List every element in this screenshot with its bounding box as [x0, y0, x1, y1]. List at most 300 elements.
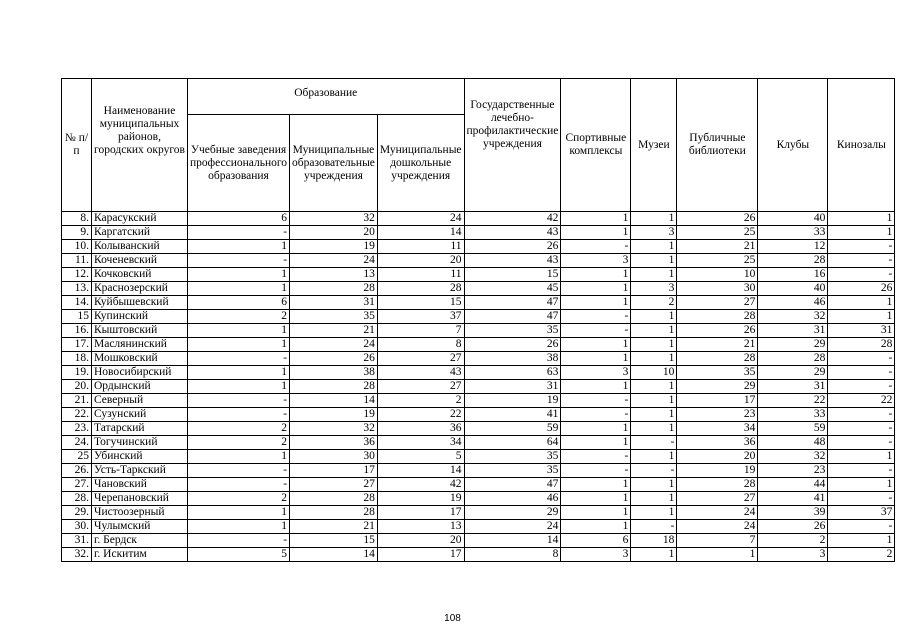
value-cell: 33 — [758, 408, 828, 422]
table-row — [62, 226, 895, 240]
header-edu-prof: Учебные заведения профессионального образования — [188, 115, 290, 212]
value-cell: 26 — [290, 352, 378, 366]
value-cell: 36 — [377, 422, 464, 436]
value-cell: - — [828, 422, 895, 436]
row-index-cell: 18. — [62, 352, 92, 366]
value-cell: 1 — [188, 450, 290, 464]
value-cell: 8 — [377, 338, 464, 352]
value-cell: - — [188, 464, 290, 478]
value-cell: 63 — [464, 366, 561, 380]
value-cell: 25 — [677, 254, 758, 268]
value-cell: 19 — [464, 394, 561, 408]
value-cell: 14 — [290, 548, 378, 562]
table-row — [62, 408, 895, 422]
value-cell: 11 — [377, 268, 464, 282]
district-name-cell: Чулымский — [92, 520, 188, 534]
value-cell: 1 — [561, 380, 631, 394]
value-cell: 3 — [561, 548, 631, 562]
value-cell: 1 — [561, 296, 631, 310]
value-cell: 1 — [631, 408, 677, 422]
district-name-cell: Чистоозерный — [92, 506, 188, 520]
table-row — [62, 324, 895, 338]
table-row — [62, 450, 895, 464]
value-cell: 1 — [188, 380, 290, 394]
value-cell: 15 — [377, 296, 464, 310]
district-name-cell: Ордынский — [92, 380, 188, 394]
row-index-cell: 20. — [62, 380, 92, 394]
value-cell: 29 — [464, 506, 561, 520]
table-row — [62, 268, 895, 282]
row-index-cell: 23. — [62, 422, 92, 436]
value-cell: - — [188, 408, 290, 422]
value-cell: 35 — [464, 324, 561, 338]
value-cell: 20 — [377, 534, 464, 548]
value-cell: 6 — [188, 212, 290, 226]
value-cell: 1 — [561, 506, 631, 520]
table-row — [62, 436, 895, 450]
row-index-cell: 16. — [62, 324, 92, 338]
value-cell: 33 — [758, 226, 828, 240]
value-cell: 1 — [828, 296, 895, 310]
value-cell: 3 — [758, 548, 828, 562]
value-cell: 1 — [561, 282, 631, 296]
value-cell: 28 — [828, 338, 895, 352]
table-row — [62, 310, 895, 324]
value-cell: 1 — [188, 506, 290, 520]
value-cell: 32 — [758, 450, 828, 464]
value-cell: 13 — [377, 520, 464, 534]
value-cell: 20 — [377, 254, 464, 268]
value-cell: 19 — [377, 492, 464, 506]
value-cell: 10 — [677, 268, 758, 282]
value-cell: 3 — [561, 254, 631, 268]
value-cell: - — [188, 394, 290, 408]
value-cell: 1 — [188, 366, 290, 380]
row-index-cell: 15 — [62, 310, 92, 324]
value-cell: 47 — [464, 296, 561, 310]
table-row — [62, 282, 895, 296]
value-cell: 17 — [377, 548, 464, 562]
value-cell: 15 — [290, 534, 378, 548]
value-cell: 1 — [828, 450, 895, 464]
value-cell: 26 — [464, 338, 561, 352]
value-cell: - — [828, 436, 895, 450]
value-cell: 2 — [188, 492, 290, 506]
value-cell: 21 — [290, 520, 378, 534]
value-cell: - — [561, 394, 631, 408]
value-cell: 26 — [677, 324, 758, 338]
row-index-cell: 32. — [62, 548, 92, 562]
value-cell: 28 — [677, 478, 758, 492]
value-cell: 2 — [188, 436, 290, 450]
row-index-cell: 29. — [62, 506, 92, 520]
district-name-cell: Тогучинский — [92, 436, 188, 450]
value-cell: 59 — [464, 422, 561, 436]
value-cell: 19 — [290, 408, 378, 422]
row-index-cell: 9. — [62, 226, 92, 240]
value-cell: 32 — [758, 310, 828, 324]
value-cell: 31 — [828, 324, 895, 338]
value-cell: 14 — [377, 464, 464, 478]
value-cell: 42 — [377, 478, 464, 492]
value-cell: - — [631, 464, 677, 478]
value-cell: 32 — [290, 422, 378, 436]
value-cell: 6 — [188, 296, 290, 310]
header-health: Государственные лечебно-профилактические учреждения — [464, 79, 561, 212]
table-row — [62, 534, 895, 548]
value-cell: 12 — [758, 240, 828, 254]
value-cell: 1 — [188, 324, 290, 338]
value-cell: 38 — [464, 352, 561, 366]
value-cell: 1 — [561, 436, 631, 450]
value-cell: 1 — [188, 268, 290, 282]
value-cell: 1 — [561, 492, 631, 506]
table-row — [62, 212, 895, 226]
value-cell: 23 — [677, 408, 758, 422]
value-cell: 27 — [677, 492, 758, 506]
table-row — [62, 254, 895, 268]
row-index-cell: 28. — [62, 492, 92, 506]
value-cell: 34 — [677, 422, 758, 436]
row-index-cell: 24. — [62, 436, 92, 450]
value-cell: 1 — [631, 268, 677, 282]
value-cell: 44 — [758, 478, 828, 492]
page-number: 108 — [444, 613, 461, 624]
table-row — [62, 520, 895, 534]
value-cell: 43 — [464, 226, 561, 240]
value-cell: 27 — [290, 478, 378, 492]
value-cell: - — [561, 310, 631, 324]
value-cell: 17 — [677, 394, 758, 408]
value-cell: 59 — [758, 422, 828, 436]
table-row — [62, 296, 895, 310]
statistics-table — [61, 78, 895, 562]
header-education: Образование — [188, 79, 465, 115]
value-cell: 40 — [758, 212, 828, 226]
value-cell: - — [188, 352, 290, 366]
row-index-cell: 14. — [62, 296, 92, 310]
value-cell: 1 — [828, 534, 895, 548]
value-cell: 1 — [631, 548, 677, 562]
value-cell: 24 — [677, 520, 758, 534]
row-index-cell: 25 — [62, 450, 92, 464]
value-cell: 3 — [631, 282, 677, 296]
value-cell: 39 — [758, 506, 828, 520]
value-cell: 1 — [631, 352, 677, 366]
value-cell: 35 — [464, 450, 561, 464]
value-cell: 21 — [677, 338, 758, 352]
row-index-cell: 13. — [62, 282, 92, 296]
row-index-cell: 22. — [62, 408, 92, 422]
value-cell: 1 — [828, 226, 895, 240]
value-cell: 2 — [631, 296, 677, 310]
row-index-cell: 8. — [62, 212, 92, 226]
value-cell: 24 — [290, 254, 378, 268]
district-name-cell: Убинский — [92, 450, 188, 464]
value-cell: 25 — [677, 226, 758, 240]
value-cell: 19 — [290, 240, 378, 254]
value-cell: 10 — [631, 366, 677, 380]
value-cell: 26 — [464, 240, 561, 254]
district-name-cell: Сузунский — [92, 408, 188, 422]
district-name-cell: Северный — [92, 394, 188, 408]
value-cell: 14 — [290, 394, 378, 408]
value-cell: 1 — [677, 548, 758, 562]
value-cell: 43 — [377, 366, 464, 380]
value-cell: - — [828, 380, 895, 394]
header-museums: Музеи — [631, 79, 677, 212]
value-cell: 43 — [464, 254, 561, 268]
value-cell: - — [561, 464, 631, 478]
row-index-cell: 26. — [62, 464, 92, 478]
value-cell: 36 — [290, 436, 378, 450]
header-edu-school: Муниципальные образовательные учреждения — [290, 115, 378, 212]
header-name: Наименование муниципальных районов, городских округов — [92, 79, 188, 212]
value-cell: 26 — [828, 282, 895, 296]
header-libraries: Публичные библиотеки — [677, 79, 758, 212]
value-cell: - — [188, 534, 290, 548]
value-cell: 19 — [677, 464, 758, 478]
value-cell: 1 — [561, 226, 631, 240]
district-name-cell: Маслянинский — [92, 338, 188, 352]
value-cell: 11 — [377, 240, 464, 254]
district-name-cell: Чановский — [92, 478, 188, 492]
value-cell: 1 — [631, 254, 677, 268]
value-cell: 24 — [677, 506, 758, 520]
value-cell: 1 — [631, 380, 677, 394]
value-cell: 2 — [188, 422, 290, 436]
district-name-cell: Черепановский — [92, 492, 188, 506]
value-cell: 37 — [828, 506, 895, 520]
value-cell: 42 — [464, 212, 561, 226]
table-row — [62, 394, 895, 408]
value-cell: 1 — [188, 338, 290, 352]
value-cell: 1 — [631, 324, 677, 338]
value-cell: - — [828, 268, 895, 282]
value-cell: - — [828, 464, 895, 478]
value-cell: 45 — [464, 282, 561, 296]
value-cell: 1 — [631, 492, 677, 506]
table-row — [62, 366, 895, 380]
table-body — [62, 212, 895, 562]
district-name-cell: Усть-Таркский — [92, 464, 188, 478]
value-cell: 1 — [561, 352, 631, 366]
row-index-cell: 12. — [62, 268, 92, 282]
value-cell: 1 — [561, 520, 631, 534]
row-index-cell: 19. — [62, 366, 92, 380]
value-cell: 28 — [677, 352, 758, 366]
district-name-cell: Каргатский — [92, 226, 188, 240]
value-cell: 2 — [377, 394, 464, 408]
value-cell: 21 — [677, 240, 758, 254]
value-cell: 3 — [561, 366, 631, 380]
value-cell: 31 — [758, 380, 828, 394]
value-cell: - — [828, 520, 895, 534]
header-num: № п/п — [62, 79, 92, 212]
value-cell: 37 — [377, 310, 464, 324]
value-cell: 38 — [290, 366, 378, 380]
header-sport: Спортивные комплексы — [561, 79, 631, 212]
value-cell: - — [561, 408, 631, 422]
value-cell: 1 — [561, 478, 631, 492]
value-cell: 1 — [631, 506, 677, 520]
value-cell: - — [828, 366, 895, 380]
value-cell: 7 — [377, 324, 464, 338]
district-name-cell: Колыванский — [92, 240, 188, 254]
value-cell: 7 — [677, 534, 758, 548]
value-cell: 16 — [758, 268, 828, 282]
district-name-cell: г. Искитим — [92, 548, 188, 562]
value-cell: - — [188, 478, 290, 492]
value-cell: 1 — [561, 212, 631, 226]
value-cell: 14 — [464, 534, 561, 548]
value-cell: 40 — [758, 282, 828, 296]
row-index-cell: 11. — [62, 254, 92, 268]
value-cell: - — [828, 254, 895, 268]
value-cell: 2 — [758, 534, 828, 548]
value-cell: 26 — [677, 212, 758, 226]
value-cell: 47 — [464, 478, 561, 492]
row-index-cell: 30. — [62, 520, 92, 534]
value-cell: 1 — [561, 338, 631, 352]
value-cell: 2 — [188, 310, 290, 324]
value-cell: - — [561, 324, 631, 338]
value-cell: 8 — [464, 548, 561, 562]
district-name-cell: Карасукский — [92, 212, 188, 226]
table-row — [62, 478, 895, 492]
value-cell: 47 — [464, 310, 561, 324]
value-cell: 17 — [377, 506, 464, 520]
table-row — [62, 380, 895, 394]
value-cell: 34 — [377, 436, 464, 450]
value-cell: 14 — [377, 226, 464, 240]
value-cell: 18 — [631, 534, 677, 548]
value-cell: 23 — [758, 464, 828, 478]
row-index-cell: 17. — [62, 338, 92, 352]
value-cell: 1 — [631, 450, 677, 464]
value-cell: 28 — [377, 282, 464, 296]
table-row — [62, 548, 895, 562]
table-row — [62, 240, 895, 254]
table-row — [62, 464, 895, 478]
table-row — [62, 338, 895, 352]
value-cell: 1 — [828, 478, 895, 492]
value-cell: 1 — [828, 310, 895, 324]
row-index-cell: 27. — [62, 478, 92, 492]
district-name-cell: г. Бердск — [92, 534, 188, 548]
value-cell: 26 — [758, 520, 828, 534]
district-name-cell: Купинский — [92, 310, 188, 324]
value-cell: 24 — [464, 520, 561, 534]
value-cell: 29 — [677, 380, 758, 394]
value-cell: - — [561, 240, 631, 254]
value-cell: 1 — [631, 212, 677, 226]
district-name-cell: Коченевский — [92, 254, 188, 268]
value-cell: 46 — [464, 492, 561, 506]
value-cell: 36 — [677, 436, 758, 450]
value-cell: 28 — [290, 492, 378, 506]
value-cell: 1 — [631, 338, 677, 352]
header-edu-preschool: Муниципальные дошкольные учреждения — [377, 115, 464, 212]
value-cell: 1 — [631, 310, 677, 324]
value-cell: 29 — [758, 366, 828, 380]
value-cell: - — [188, 254, 290, 268]
value-cell: 1 — [631, 422, 677, 436]
district-name-cell: Краснозерский — [92, 282, 188, 296]
row-index-cell: 21. — [62, 394, 92, 408]
value-cell: 29 — [758, 338, 828, 352]
value-cell: - — [631, 520, 677, 534]
value-cell: 31 — [758, 324, 828, 338]
row-index-cell: 31. — [62, 534, 92, 548]
value-cell: 1 — [631, 478, 677, 492]
value-cell: 32 — [290, 212, 378, 226]
value-cell: 1 — [828, 212, 895, 226]
value-cell: 1 — [561, 268, 631, 282]
district-name-cell: Мошковский — [92, 352, 188, 366]
value-cell: - — [188, 226, 290, 240]
value-cell: 1 — [188, 282, 290, 296]
value-cell: 20 — [677, 450, 758, 464]
value-cell: 64 — [464, 436, 561, 450]
header-row-1 — [62, 79, 895, 115]
header-clubs: Клубы — [758, 79, 828, 212]
value-cell: - — [828, 240, 895, 254]
value-cell: 1 — [188, 520, 290, 534]
district-name-cell: Кыштовский — [92, 324, 188, 338]
value-cell: 24 — [290, 338, 378, 352]
value-cell: 28 — [758, 254, 828, 268]
value-cell: - — [631, 436, 677, 450]
value-cell: 28 — [290, 506, 378, 520]
value-cell: 28 — [290, 282, 378, 296]
value-cell: 1 — [631, 240, 677, 254]
value-cell: 31 — [464, 380, 561, 394]
value-cell: - — [828, 408, 895, 422]
value-cell: 35 — [677, 366, 758, 380]
value-cell: 2 — [828, 548, 895, 562]
value-cell: 20 — [290, 226, 378, 240]
value-cell: 28 — [290, 380, 378, 394]
row-index-cell: 10. — [62, 240, 92, 254]
table-row — [62, 352, 895, 366]
value-cell: 30 — [290, 450, 378, 464]
value-cell: 22 — [377, 408, 464, 422]
value-cell: 30 — [677, 282, 758, 296]
value-cell: 27 — [677, 296, 758, 310]
value-cell: 46 — [758, 296, 828, 310]
district-name-cell: Новосибирский — [92, 366, 188, 380]
district-name-cell: Татарский — [92, 422, 188, 436]
district-name-cell: Куйбышевский — [92, 296, 188, 310]
value-cell: 35 — [290, 310, 378, 324]
value-cell: 1 — [561, 422, 631, 436]
value-cell: 1 — [188, 240, 290, 254]
table-row — [62, 492, 895, 506]
value-cell: 5 — [377, 450, 464, 464]
value-cell: - — [561, 450, 631, 464]
value-cell: 6 — [561, 534, 631, 548]
value-cell: 5 — [188, 548, 290, 562]
value-cell: 22 — [758, 394, 828, 408]
table-row — [62, 506, 895, 520]
value-cell: 24 — [377, 212, 464, 226]
value-cell: 28 — [758, 352, 828, 366]
table-row — [62, 422, 895, 436]
value-cell: 15 — [464, 268, 561, 282]
value-cell: 35 — [464, 464, 561, 478]
value-cell: 28 — [677, 310, 758, 324]
